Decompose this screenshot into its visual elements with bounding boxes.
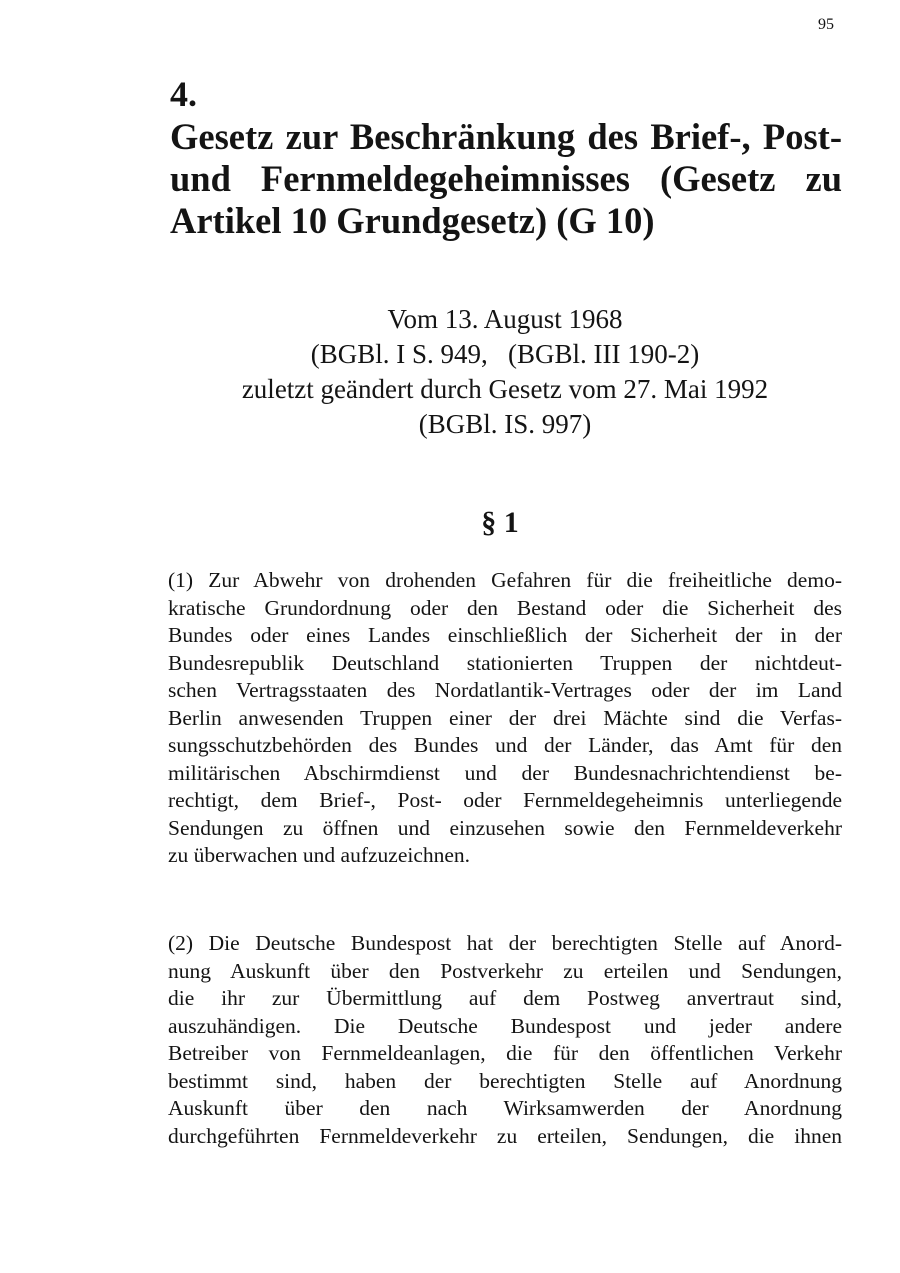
paragraph-line: sungsschutzbehörden des Bundes und der Länder, das Amt für den	[168, 733, 842, 757]
heading-title-line-1: Gesetz zur Beschränkung des Brief-, Post-	[170, 116, 842, 157]
paragraph-line: auszuhändigen. Die Deutsche Bundespost und jeder andere	[168, 1013, 842, 1038]
paragraph-1	[168, 567, 842, 870]
paragraph-line: die ihr zur Übermittlung auf dem Postweg anvertraut sind,	[168, 986, 842, 1010]
heading-title-line-3: Artikel 10 Grundgesetz) (G 10)	[170, 200, 655, 241]
paragraph-2	[168, 930, 842, 1150]
paragraph-line: Bundesrepublik Deutschland stationierten Truppen der nichtdeut-	[168, 650, 842, 675]
heading-number: 4.	[170, 74, 197, 114]
publication-date: Vom 13. August 1968	[387, 304, 623, 334]
paragraph-line: rechtigt, dem Brief-, Post- oder Fernmeldegeheimnis unterliegende	[168, 788, 842, 812]
paragraph-line: (2) Die Deutsche Bundespost hat der berechtigten Stelle auf Anord-	[168, 931, 842, 955]
paragraph-line: bestimmt sind, haben der berechtigten Stelle auf Anordnung	[168, 1068, 842, 1093]
paragraph-line: Berlin anwesenden Truppen einer der drei Mächte sind die Verfas-	[168, 705, 842, 730]
paragraph-line: kratische Grundordnung oder den Bestand oder die Sicherheit des	[168, 595, 842, 620]
paragraph-line: Sendungen zu öffnen und einzusehen sowie den Fernmeldeverkehr	[168, 815, 842, 840]
publication-info	[160, 302, 850, 442]
paragraph-line: (1) Zur Abwehr von drohenden Gefahren für die freiheitliche demo-	[168, 568, 842, 592]
paragraph-line: schen Vertragsstaaten des Nordatlantik-Vertrages oder der im Land	[168, 678, 842, 702]
paragraph-line: militärischen Abschirmdienst und der Bundesnachrichtendienst be-	[168, 760, 842, 785]
paragraph-line: Auskunft über den nach Wirksamwerden der Anordnung	[168, 1096, 842, 1120]
section-title: § 1	[481, 506, 519, 539]
paragraph-line: Bundes oder eines Landes einschließlich der Sicherheit der in der	[168, 623, 842, 647]
heading-title-line-2: und Fernmeldegeheimnisses (Gesetz zu	[170, 158, 842, 199]
paragraph-line: durchgeführten Fernmeldeverkehr zu erteilen, Sendungen, die ihnen	[168, 1123, 842, 1148]
paragraph-line: Betreiber von Fernmeldeanlagen, die für den öffentlichen Verkehr	[168, 1041, 842, 1065]
law-heading	[170, 72, 842, 242]
paragraph-line: zu überwachen und aufzuzeichnen.	[168, 843, 471, 867]
amendment-reference: (BGBl. IS. 997)	[418, 409, 592, 439]
amendment-note: zuletzt geändert durch Gesetz vom 27. Mai 1992	[241, 374, 769, 404]
gazette-reference: (BGBl. I S. 949, (BGBl. III 190-2)	[310, 339, 700, 369]
page-number: 95	[818, 16, 834, 33]
paragraph-line: nung Auskunft über den Postverkehr zu erteilen und Sendungen,	[168, 958, 842, 983]
